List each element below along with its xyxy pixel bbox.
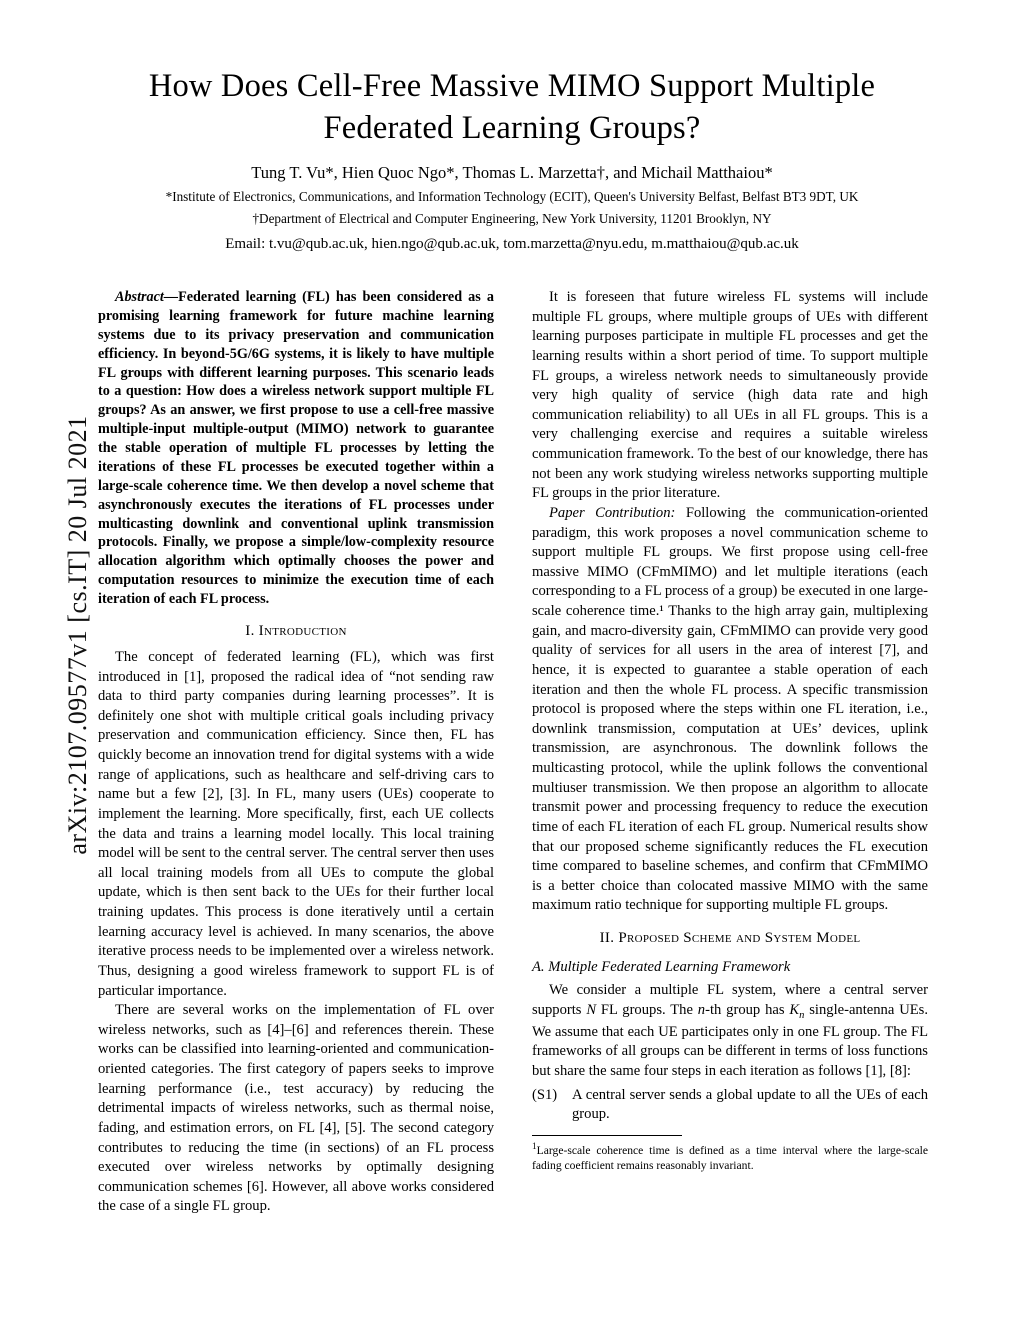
subsection-heading-multiple-fl-framework: A. Multiple Federated Learning Framework bbox=[532, 959, 791, 975]
step-label-s1: (S1) bbox=[532, 1086, 558, 1103]
two-column-body bbox=[98, 288, 928, 1238]
right-paragraph-1: It is foreseen that future wireless FL systems will include multiple FL groups, where multiple groups of UEs with different learning purposes participate in multiple FL processes and get the learning results within a short period of time. To support multiple FL groups, a wireless network needs to simultaneously provide very high quality of service (high data rate and high communication reliability) to all UEs in all FL groups. This is a very challenging exercise and requires a suitable wireless communication framework. To the best of our knowledge, there has not been any work studying wireless networks supporting multiple FL groups in the prior literature. bbox=[532, 289, 928, 502]
footnote-text: Large-scale coherence time is defined as a time interval where the large-scale fading coefficient remains reasonably invariant. bbox=[532, 1143, 928, 1172]
footnote-divider bbox=[532, 1135, 682, 1136]
footnote-marker: 1 bbox=[532, 1141, 537, 1152]
list-item bbox=[532, 1086, 928, 1125]
footnote-1 bbox=[532, 1141, 928, 1173]
step-text-s1: A central server sends a global update to all the UEs of each group. bbox=[572, 1086, 928, 1123]
column-right bbox=[532, 288, 928, 1173]
email-line: Email: t.vu@qub.ac.uk, hien.ngo@qub.ac.uk, tom.marzetta@nyu.edu, m.matthaiou@qub.ac.uk bbox=[225, 235, 799, 252]
affiliation-2: †Department of Electrical and Computer Engineering, New York University, 11201 Brooklyn, NY bbox=[252, 210, 772, 226]
paper-title: How Does Cell-Free Massive MIMO Support Multiple Federated Learning Groups? bbox=[148, 68, 876, 146]
title-block bbox=[98, 66, 926, 255]
contribution-body: Following the communication-oriented paradigm, this work proposes a novel communication scheme to support multiple FL groups. We first propose using cell-free massive MIMO (CFmMIMO) and let multiple iterations (each corresponding to a FL process of a group) be executed in one large-scale coherence time.¹ Thanks to the high array gain, multiplexing gain, and macro-diversity gain, CFmMIMO can provide very good quality of services for all users in the area of interest [7], and hence, it is expected to guarantee a stable operation of each iteration and then the whole FL process. A specific transmission protocol is proposed where the steps within one FL iteration, i.e., downlink transmission, computation at UEs’ devices, uplink transmission, are asynchronous. The downlink follows the multicasting protocol, while the uplink follows the conventional multiuser transmission. We then propose an algorithm to allocate transmit power and processing frequency to reduce the execution time of each FL iteration of each FL group. Numerical results show that our proposed scheme significantly reduces the FL execution time compared to baseline schemes, and confirm that CFmMIMO is a better choice than colocated massive MIMO with the same maximum ratio technique for supporting multiple FL groups. bbox=[532, 504, 928, 914]
sec2a-paragraph-1: We consider a multiple FL system, where a central server supports N FL groups. The n-th group has $K_n$ single-antenna UEs. We assume that each UE participates only in one FL group. The FL frameworks of all groups can be different in terms of loss functions but share the same four steps in each iteration as follows [1], [8]: bbox=[532, 982, 928, 1079]
contribution-paragraph bbox=[532, 504, 928, 916]
author-list: Tung T. Vu*, Hien Quoc Ngo*, Thomas L. Marzetta†, and Michail Matthaiou* bbox=[251, 163, 773, 183]
arxiv-identifier-stamp: arXiv:2107.09577v1 [cs.IT] 20 Jul 2021 bbox=[63, 415, 92, 855]
abstract-lead-label: Abstract— bbox=[115, 289, 179, 305]
intro-paragraph-1: The concept of federated learning (FL), which was first introduced in [1], proposed the radical idea of “not sending raw data to third party companies during learning processes”. It is definitely one shot with multiple critical goals including privacy preservation and communication efficiency. Since then, FL has quickly become an innovation trend for digital systems with a wide range of applications, such as healthcare and self-driving cars to name but a few [2], [3]. In FL, many users (UEs) cooperate to implement the learning. More specifically, first, each UE collects the data and trains a learning model locally. This local training model will be sent to the central server. The central server then uses all local training models from all UEs to compute the global update, which is then sent back to the UEs for their further local training updates. This process is done iteratively until a certain learning accuracy level is achieved. In many scenarios, the above iterative process needs to be implemented over a wireless network. Thus, designing a good wireless framework to support FL is of particular importance. bbox=[98, 648, 494, 999]
section-heading-proposed-scheme: II. Proposed Scheme and System Model bbox=[599, 930, 861, 946]
abstract-paragraph bbox=[98, 288, 494, 609]
contribution-label: Paper Contribution: bbox=[549, 504, 676, 521]
step-list bbox=[532, 1086, 928, 1125]
intro-paragraph-2: There are several works on the implementation of FL over wireless networks, such as [4]–[6] and references therein. These works can be classified into learning-oriented and communication-oriented categories. The first category of papers seeks to improve learning performance (i.e., test accuracy) by reducing the detrimental impacts of wireless networks, such as thermal noise, fading, and estimation errors, on FL [4], [5]. The second category contributes to reducing the time (in sections) of an FL process executed over wireless networks by optimally designing communication schemes [6]. However, all above works considered the case of a single FL group. bbox=[98, 1002, 494, 1215]
column-left bbox=[98, 288, 494, 1217]
section-heading-introduction: I. Introduction bbox=[245, 622, 347, 639]
abstract-body: Federated learning (FL) has been considered as a promising learning framework for future machine learning systems due to its privacy preservation and communication efficiency. In beyond-5G/6G systems, it is likely to have multiple FL groups with different learning purposes. This scenario leads to a question: How does a wireless network support multiple FL groups? As an answer, we first propose to use a cell-free massive multiple-input multiple-output (MIMO) network to guarantee the stable operation of multiple FL processes by letting the iterations of these FL processes be executed together within a large-scale coherence time. We then develop a novel scheme that asynchronously executes the iterations of FL processes under multicasting downlink and conventional uplink transmission protocols. Finally, we propose a simple/low-complexity resource allocation algorithm which optimally chooses the power and computation resources to minimize the execution time of each iteration of each FL process. bbox=[98, 289, 494, 607]
affiliation-1: *Institute of Electronics, Communications, and Information Technology (ECIT), Queen's University Belfast, Belfast BT3 9DT, UK bbox=[165, 189, 859, 205]
